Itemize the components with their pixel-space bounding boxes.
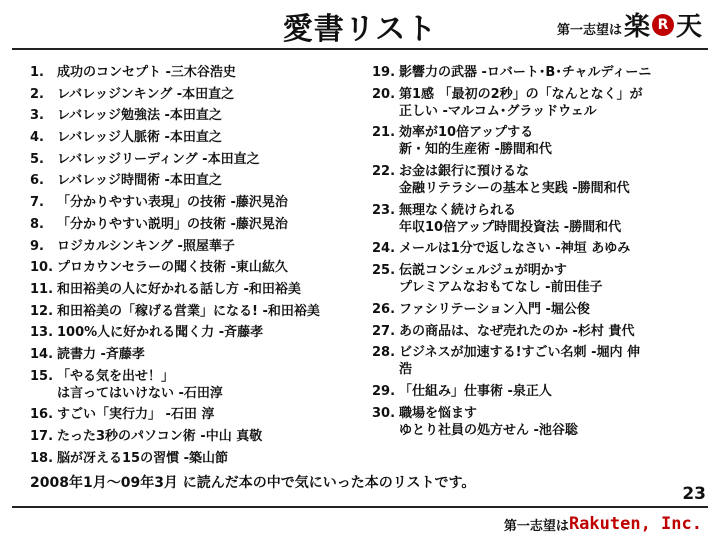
footnote: 2008年1月～09年3月 に読んだ本の中で気にいった本のリストです。 <box>30 475 476 491</box>
logo-char-ten: 天 <box>675 12 702 42</box>
item-text <box>57 86 375 103</box>
item-text <box>399 405 707 439</box>
item-line: 効率が10倍アップする <box>399 125 534 141</box>
item-text <box>399 163 707 197</box>
item-text <box>399 301 707 318</box>
list-item <box>372 202 707 236</box>
item-line: 「やる気を出せ！」 <box>57 368 175 384</box>
item-text <box>399 344 707 378</box>
item-number: 23. <box>372 202 396 218</box>
item-number: 15. <box>30 368 54 384</box>
item-line: 影響力の武器 -ロバート･B･チャルディーニ <box>399 65 652 80</box>
item-line: 100%人に好かれる聞く力 -斉藤孝 <box>57 325 264 341</box>
list-item <box>30 172 375 189</box>
item-number: 30. <box>372 405 396 421</box>
list-item <box>372 383 707 400</box>
item-line: レバレッジンキング -本田直之 <box>57 86 235 102</box>
item-line: プレミアムなおもてなし -前田佳子 <box>399 280 603 296</box>
list-item <box>30 259 375 276</box>
list-item <box>30 428 375 445</box>
item-text <box>57 406 375 423</box>
item-number: 21. <box>372 125 396 141</box>
list-item <box>30 303 375 320</box>
list-item <box>30 368 375 402</box>
book-list-right <box>372 64 707 443</box>
item-line: 脳が冴える15の習慣 -築山節 <box>57 450 229 466</box>
item-text <box>57 216 375 233</box>
item-text <box>57 450 375 467</box>
item-line: 和田裕美の人に好かれる話し方 -和田裕美 <box>57 281 301 297</box>
list-item <box>30 324 375 341</box>
item-number: 24. <box>372 241 396 257</box>
item-line: レバレッジ時間術 -本田直之 <box>57 173 222 189</box>
item-line: 職場を悩ます <box>399 405 478 421</box>
item-text <box>57 64 375 81</box>
book-list-left <box>30 64 375 471</box>
item-line: は言ってはいけない -石田淳 <box>57 385 223 401</box>
item-text <box>399 323 707 340</box>
list-item <box>372 262 707 296</box>
item-line: レバレッジリーディング -本田直之 <box>57 151 260 167</box>
item-text <box>57 303 375 320</box>
item-line: 「分かりやすい表現」の技術 -藤沢晃治 <box>57 195 288 211</box>
list-item <box>30 281 375 298</box>
brand-lead-text: 第一志望は <box>556 23 622 38</box>
item-text <box>57 194 375 211</box>
item-line: 浩 <box>399 362 413 378</box>
item-number: 2. <box>30 86 44 102</box>
item-number: 3. <box>30 108 44 124</box>
item-text <box>399 202 707 236</box>
item-number: 18. <box>30 450 54 466</box>
list-item <box>30 406 375 423</box>
page-number: 23 <box>682 484 706 504</box>
item-number: 16. <box>30 407 54 423</box>
list-item <box>30 216 375 233</box>
item-line: 新・知的生産術 -勝間和代 <box>399 142 552 158</box>
item-line: レバレッジ勉強法 -本田直之 <box>57 108 222 124</box>
list-item <box>372 163 707 197</box>
item-number: 17. <box>30 429 54 444</box>
item-text <box>57 259 375 276</box>
list-item <box>30 64 375 81</box>
item-text <box>399 383 707 400</box>
item-number: 10. <box>30 260 54 276</box>
item-number: 22. <box>372 164 396 180</box>
header-divider <box>12 48 708 50</box>
item-line: 「分かりやすい説明」の技術 -藤沢晃治 <box>57 216 288 232</box>
rakuten-logo <box>624 6 702 43</box>
list-item <box>372 301 707 318</box>
item-text <box>57 129 375 146</box>
item-line: たった3秒のパソコン術 -中山 真敬 <box>57 429 263 444</box>
brand-footer <box>504 514 702 534</box>
item-text <box>57 281 375 298</box>
item-number: 6. <box>30 173 44 189</box>
item-line: 年収10倍アップ時間投資法 -勝間和代 <box>399 219 622 235</box>
item-line: 金融リテラシーの基本と実践 -勝間和代 <box>399 181 630 197</box>
item-line: ビジネスが加速する!すごい名刺 -堀内 伸 <box>399 345 640 361</box>
item-text <box>57 428 375 445</box>
logo-char-raku: 楽 <box>623 12 650 42</box>
item-line: ロジカルシンキング -照屋華子 <box>57 238 235 254</box>
item-number: 28. <box>372 345 396 361</box>
item-number: 29. <box>372 383 396 399</box>
item-line: 伝説コンシェルジュが明かす <box>399 263 567 279</box>
item-text <box>399 262 707 296</box>
list-item <box>372 124 707 158</box>
item-number: 19. <box>372 65 396 80</box>
item-line: 「仕組み」仕事術 -泉正人 <box>399 383 552 399</box>
rakuten-r-icon: R <box>652 14 674 36</box>
item-number: 13. <box>30 325 54 341</box>
list-item <box>30 86 375 103</box>
item-number: 8. <box>30 216 44 232</box>
item-text <box>399 86 707 120</box>
item-number: 11. <box>30 281 54 297</box>
item-line: あの商品は、なぜ売れたのか -杉村 貴代 <box>399 323 635 339</box>
list-item <box>30 129 375 146</box>
item-number: 4. <box>30 130 44 146</box>
item-line: 無理なく続けられる <box>399 202 517 218</box>
item-number: 26. <box>372 301 396 317</box>
item-text <box>57 346 375 363</box>
page-title: 愛書リスト <box>282 12 438 47</box>
list-item <box>30 194 375 211</box>
footer-divider <box>12 506 708 508</box>
item-number: 25. <box>372 263 396 279</box>
item-line: 第1感 「最初の2秒」の「なんとなく」が <box>399 86 643 102</box>
list-item <box>30 151 375 168</box>
item-number: 12. <box>30 303 54 319</box>
list-item <box>30 346 375 363</box>
item-text <box>57 151 375 168</box>
item-number: 9. <box>30 238 44 254</box>
item-number: 20. <box>372 86 396 102</box>
item-number: 27. <box>372 323 396 339</box>
list-item <box>372 240 707 257</box>
brand-header <box>557 6 702 43</box>
item-line: プロカウンセラーの聞く技術 -東山紘久 <box>57 260 288 276</box>
item-number: 14. <box>30 346 54 362</box>
item-text <box>57 238 375 255</box>
item-line: お金は銀行に預けるな <box>399 164 530 180</box>
item-number: 7. <box>30 195 44 211</box>
list-item <box>372 86 707 120</box>
list-item <box>30 450 375 467</box>
list-item <box>30 107 375 124</box>
item-text <box>57 107 375 124</box>
list-item <box>372 405 707 439</box>
item-text <box>399 124 707 158</box>
item-number: 5. <box>30 151 44 167</box>
item-line: 正しい -マルコム･グラッドウェル <box>399 103 597 119</box>
item-text <box>57 324 375 341</box>
item-line: レバレッジ人脈術 -本田直之 <box>57 130 222 146</box>
company-name: Rakuten, Inc. <box>568 514 702 534</box>
footer-lead-text: 第一志望は <box>503 518 569 534</box>
item-text <box>399 64 707 81</box>
list-item <box>372 323 707 340</box>
item-number: 1. <box>30 65 44 80</box>
item-line: すごい「実行力」 -石田 淳 <box>57 407 215 423</box>
item-text <box>57 172 375 189</box>
item-line: 和田裕美の「稼げる営業」になる! -和田裕美 <box>57 303 320 319</box>
item-line: ファシリテーション入門 -堀公俊 <box>399 301 590 317</box>
list-item <box>372 64 707 81</box>
item-line: メールは1分で返しなさい -神垣 あゆみ <box>399 241 631 257</box>
item-text <box>57 368 375 402</box>
item-line: 読書力 -斉藤孝 <box>57 346 145 362</box>
list-item <box>372 344 707 378</box>
item-text <box>399 240 707 257</box>
item-line: 成功のコンセプト -三木谷浩史 <box>57 65 236 80</box>
list-item <box>30 238 375 255</box>
item-line: ゆとり社員の処方せん -池谷聡 <box>399 422 578 438</box>
